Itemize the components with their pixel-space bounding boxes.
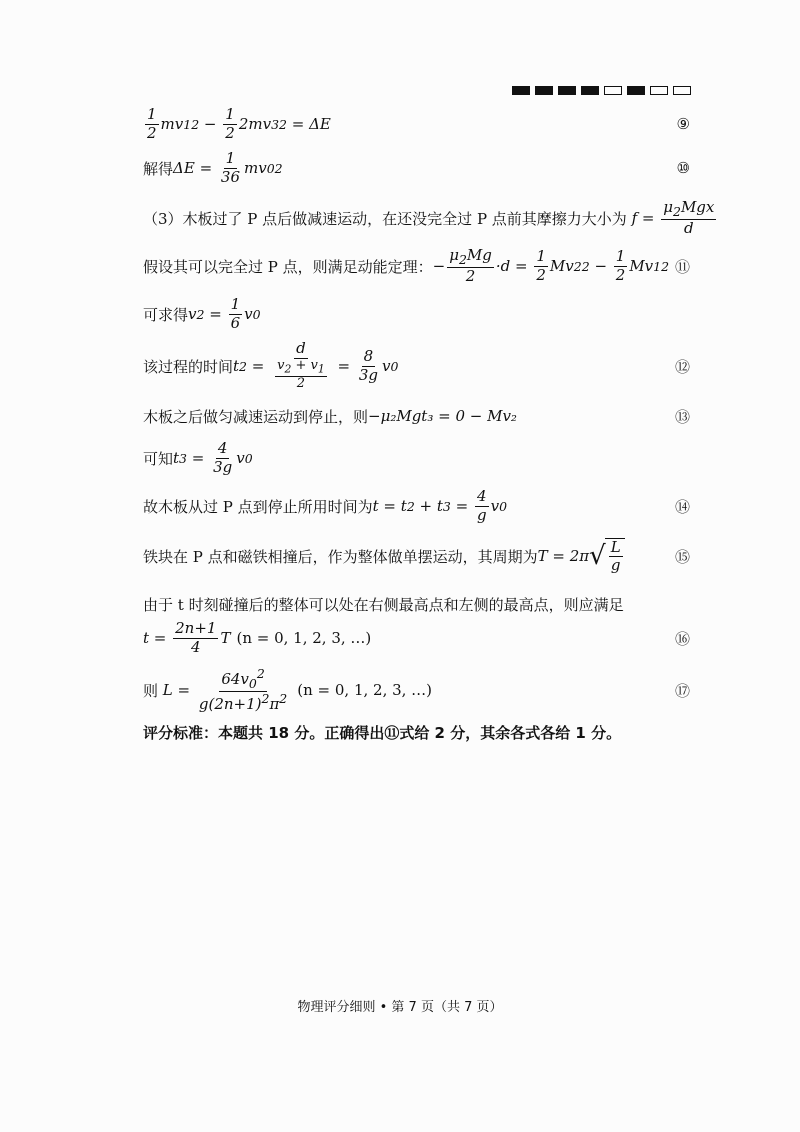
n-condition: (n = 0, 1, 2, 3, …) bbox=[236, 629, 372, 647]
equation-number: ⑮ bbox=[674, 547, 690, 566]
equation-line-13 bbox=[143, 402, 690, 430]
n-condition: (n = 0, 1, 2, 3, …) bbox=[297, 681, 433, 699]
equation-9: $\frac{1}{2}$ mv 1 2 − $\frac{1}{2}$ 2mv 3 2 = ΔE bbox=[147, 105, 331, 142]
marker-square bbox=[604, 86, 622, 95]
equation-number: ⑭ bbox=[674, 497, 690, 516]
equation-line-10 bbox=[143, 150, 690, 186]
text: 由于 t 时刻碰撞后的整体可以处在右侧最高点和左侧的最高点，则应满足 bbox=[143, 595, 624, 614]
v2-equation: v 2 = $\frac{1}{6}$ v 0 bbox=[188, 295, 261, 332]
text: 则 bbox=[143, 681, 159, 700]
page-footer: 物理评分细则 • 第 7 页（共 7 页） bbox=[297, 1000, 503, 1015]
marker-square bbox=[627, 86, 645, 95]
marker-square bbox=[535, 86, 553, 95]
equation-number: ⑬ bbox=[674, 407, 690, 426]
marker-square bbox=[650, 86, 668, 95]
marker-square bbox=[512, 86, 530, 95]
equation-11: − $\frac{\mu_2Mg}{2}$ ·d = $\frac{1}{2}$ Mv 2 2 − $\frac{1}{2}$ Mv 1 2 bbox=[432, 245, 670, 286]
t3-equation: t 3 = $\frac{4}{3g}$ v 0 bbox=[173, 439, 253, 476]
equation-17: L = $\frac{64v_0^2}{g(2n+1)^2\pi^2}$ bbox=[158, 665, 288, 714]
equation-line-15 bbox=[143, 536, 690, 576]
text: 可求得 bbox=[143, 305, 189, 324]
equation-line-12 bbox=[143, 340, 690, 392]
equation-number: ⑨ bbox=[676, 115, 690, 133]
equation-number: ⑯ bbox=[674, 629, 690, 648]
friction-equation: f = $\frac{\mu_2Mgx}{d}$ bbox=[626, 197, 715, 238]
text: 故木板从过 P 点到停止所用时间为 bbox=[143, 497, 373, 516]
page-marker-squares bbox=[512, 86, 691, 95]
equation-line-14 bbox=[143, 488, 690, 524]
text: 铁块在 P 点和磁铁相撞后，作为整体做单摆运动，其周期为 bbox=[143, 547, 538, 566]
equation-line-17 bbox=[143, 665, 690, 714]
equation-number: ⑩ bbox=[676, 159, 690, 177]
marker-square bbox=[558, 86, 576, 95]
equation-number: ⑪ bbox=[674, 257, 690, 276]
equation-number: ⑰ bbox=[674, 681, 690, 700]
text-line-v2 bbox=[143, 296, 690, 332]
equation-16: t = $\frac{2n+1}{4}$ T bbox=[143, 619, 231, 656]
text: 假设其可以完全过 P 点，则满足动能定理： bbox=[143, 257, 433, 276]
text: 木板之后做匀减速运动到停止，则 bbox=[143, 407, 369, 426]
text: 该过程的时间 bbox=[143, 357, 234, 376]
marker-square bbox=[581, 86, 599, 95]
equation-13: −μ₂Mgt₃ = 0 − Mv₂ bbox=[368, 407, 517, 425]
text: （3）木板过了 P 点后做减速运动，在还没完全过 P 点前其摩擦力大小为 bbox=[143, 209, 627, 228]
equation-number: ⑫ bbox=[674, 357, 690, 376]
equation-line-11 bbox=[143, 246, 690, 286]
equation-10: ΔE = $\frac{1}{36}$ mv 0 2 bbox=[173, 149, 283, 186]
text-line-condition bbox=[143, 592, 690, 616]
text-line-t3 bbox=[143, 440, 690, 476]
equation-15: T = 2π √ $\frac{L}{g}$ bbox=[538, 538, 625, 575]
equation-line-16 bbox=[143, 620, 690, 656]
scoring-standard: 评分标准：本题共 18 分。正确得出⑪式给 2 分，其余各式各给 1 分。 bbox=[143, 724, 622, 742]
text-line-part3 bbox=[143, 197, 715, 238]
equation-14: t = t 2 + t 3 = $\frac{4}{g}$ v 0 bbox=[372, 487, 508, 524]
equation-12: t 2 = $\frac{d}{\frac{v_2 + v_1}{2}}$ = $\frac{8}{3g}$ v 0 bbox=[233, 339, 399, 391]
marker-square bbox=[673, 86, 691, 95]
text: 解得 bbox=[143, 159, 174, 178]
text: 可知 bbox=[143, 449, 174, 468]
equation-line-9 bbox=[143, 106, 690, 142]
